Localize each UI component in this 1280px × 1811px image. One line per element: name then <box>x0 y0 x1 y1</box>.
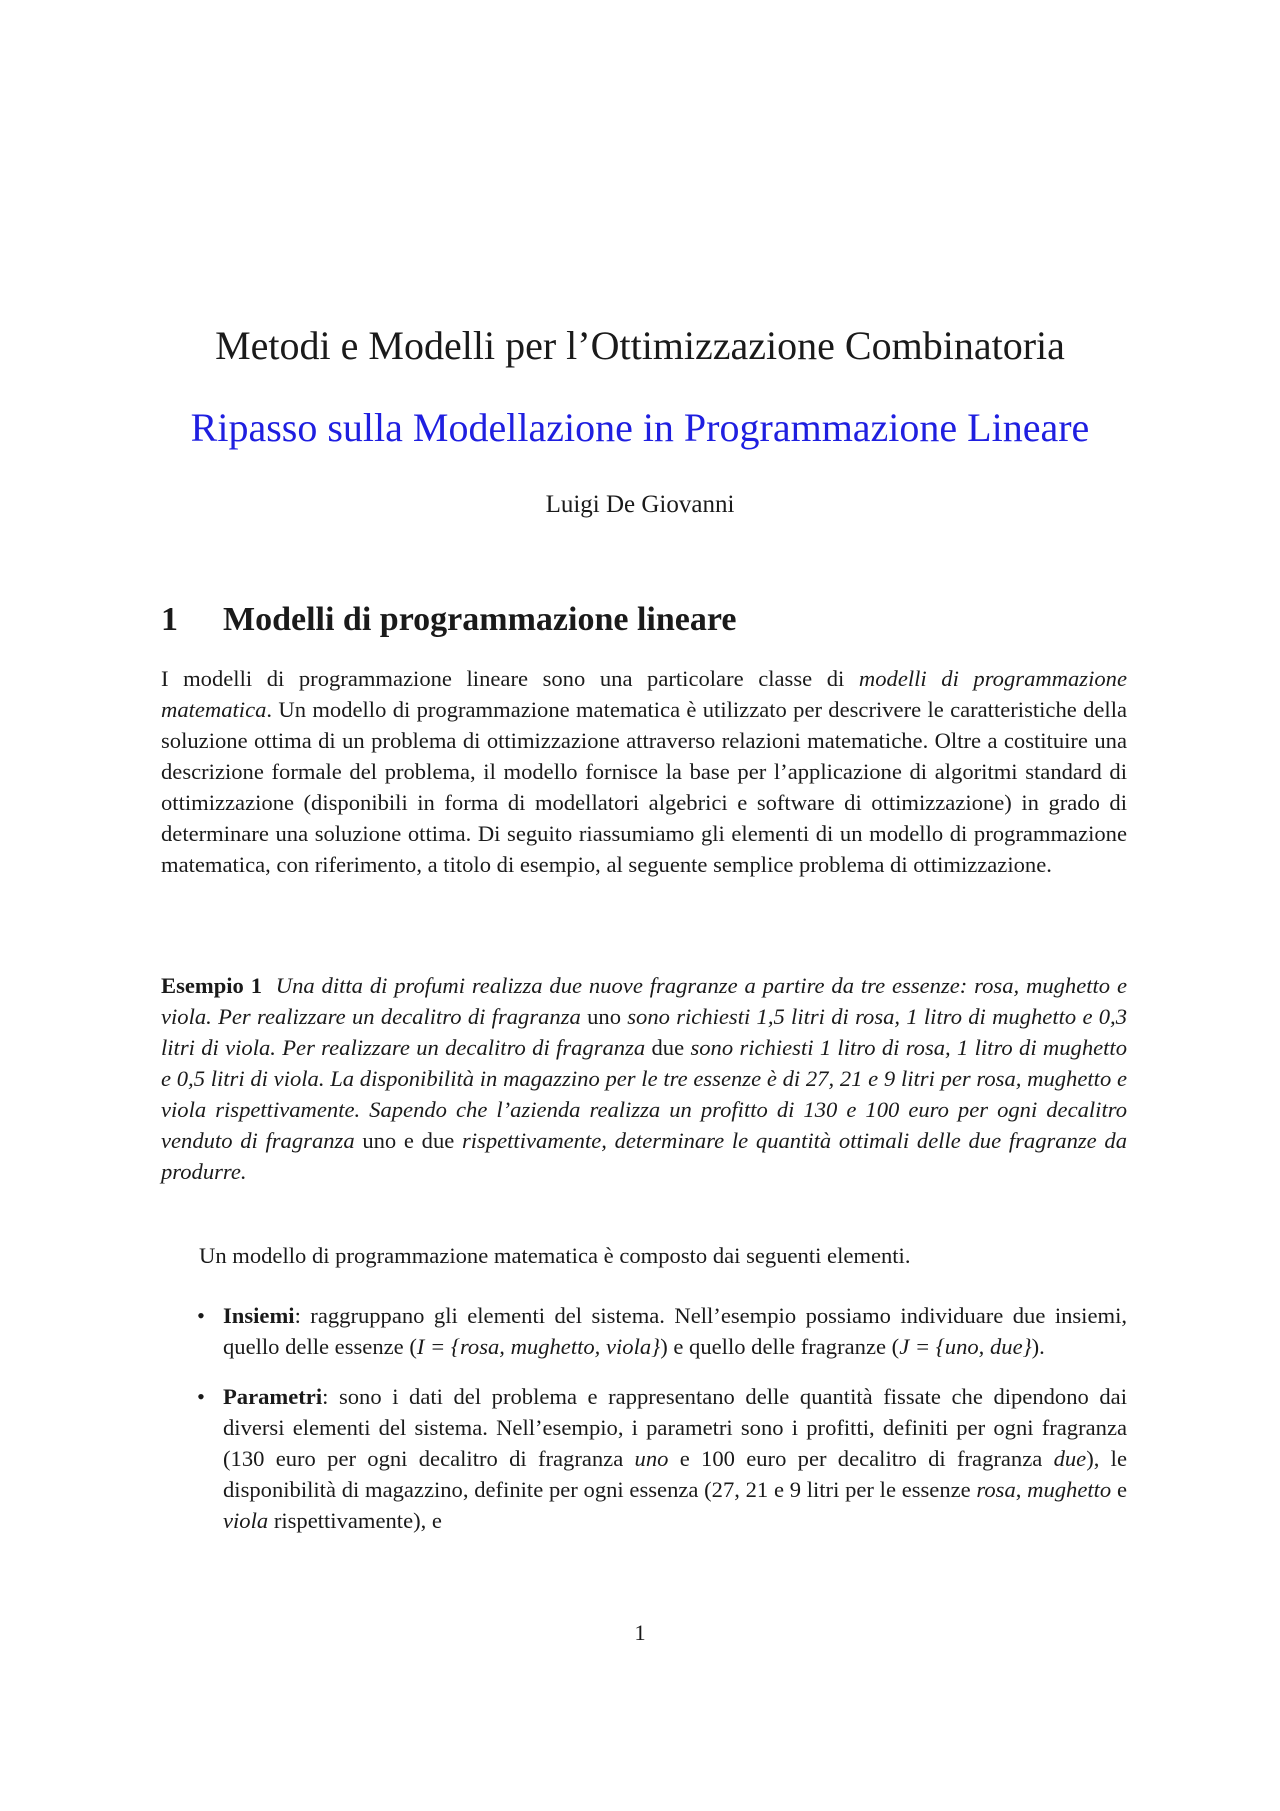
list-item-text: rispettivamente), e <box>268 1508 442 1533</box>
page-number: 1 <box>634 1620 646 1645</box>
document-subtitle: Ripasso sulla Modellazione in Programmazione Lineare <box>190 405 1090 450</box>
list-item-insiemi <box>161 1300 1127 1362</box>
list-item-emphasis: rosa <box>976 1477 1016 1502</box>
example-text: rispettivamente, determinare le quantità ottimali delle due fragranze da produrre. <box>161 1128 1127 1184</box>
list-item-label: Parametri <box>223 1384 323 1409</box>
elements-intro: Un modello di programmazione matematica è composto dai seguenti elementi. <box>199 1243 911 1268</box>
example-label: Esempio 1 <box>161 973 263 998</box>
list-item-text: ), le disponibilità di magazzino, definite per ogni essenza (27, 21 e 9 litri per le essenze <box>223 1446 1127 1502</box>
list-item-text: ). <box>1031 1334 1045 1359</box>
bullet-icon: • <box>197 1303 205 1328</box>
math-expression: I = {rosa, mughetto, viola} <box>416 1334 661 1359</box>
list-item-emphasis: viola <box>223 1508 269 1533</box>
document-author: Luigi De Giovanni <box>545 491 735 518</box>
example-paragraph <box>161 970 1127 1187</box>
list-item-emphasis: uno <box>634 1446 669 1471</box>
list-item-parametri <box>161 1381 1127 1536</box>
section-heading <box>161 596 736 644</box>
section-number: 1 <box>161 601 178 638</box>
list-item-text: ) e quello delle fragranze ( <box>660 1334 900 1359</box>
example-text: sono richiesti 1,5 litri di rosa, 1 litro di mughetto e 0,3 litri di viola. Per realizzare un decalitro di fragranza <box>161 1004 1128 1060</box>
example-text: Una ditta di profumi realizza due nuove fragranze a partire da tre essenze: rosa, mughetto e viola. Per realizzare un decalitro di fragranza <box>161 973 1127 1029</box>
paragraph-text: I modelli di programmazione lineare sono una particolare classe di <box>161 666 859 691</box>
example-text: sono richiesti 1 litro di rosa, 1 litro di mughetto e 0,5 litri di viola. La disponibilità in magazzino per le tre essenze è di 27, 21 e 9 litri per rosa, mughetto e viola rispettivamente. Sapendo che l’azienda realizza un profitto di 130 e 100 euro per ogni decalitro venduto di fragranza <box>161 1035 1127 1153</box>
example-roman-text: due <box>645 1035 691 1060</box>
section-title: Modelli di programmazione lineare <box>223 601 737 638</box>
list-item-text: e <box>1111 1477 1127 1502</box>
intro-paragraph <box>161 663 1127 880</box>
paragraph-text: . Un modello di programmazione matematica è utilizzato per descrivere le caratteristiche della soluzione ottima di un problema di ottimizzazione attraverso relazioni matematiche. Oltre a costituire una descrizione formale del problema, il modello fornisce la base per l’applicazione di algoritmi standard di ottimizzazione (disponibili in forma di modellatori algebrici e software di ottimizzazione) in grado di determinare una soluzione ottima. Di seguito riassumiamo gli elementi di un modello di programmazione matematica, con riferimento, a titolo di esempio, al seguente semplice problema di ottimizzazione. <box>161 697 1127 877</box>
list-item-emphasis: mughetto <box>1027 1477 1112 1502</box>
paragraph-emphasis: modelli di programmazione matematica <box>161 666 1127 722</box>
example-roman-text: uno e due <box>354 1128 462 1153</box>
bullet-icon: • <box>197 1384 205 1409</box>
list-item-text: : sono i dati del problema e rappresentano delle quantità fissate che dipendono dai diversi elementi del sistema. Nell’esempio, i parametri sono i profitti, definiti per ogni fragranza (130 euro per ogni decalitro di fragranza <box>223 1384 1127 1471</box>
list-item-emphasis: due <box>1053 1446 1087 1471</box>
math-expression: J = {uno, due} <box>899 1334 1032 1359</box>
example-roman-text: uno <box>580 1004 628 1029</box>
list-item-text: e 100 euro per decalitro di fragranza <box>668 1446 1054 1471</box>
document-title: Metodi e Modelli per l’Ottimizzazione Combinatoria <box>215 323 1065 368</box>
list-item-text: , <box>1015 1477 1028 1502</box>
elements-list <box>161 1300 1127 1555</box>
list-item-label: Insiemi <box>223 1303 295 1328</box>
list-item-text: : raggruppano gli elementi del sistema. Nell’esempio possiamo individuare due insiemi, quello delle essenze ( <box>223 1303 1127 1359</box>
